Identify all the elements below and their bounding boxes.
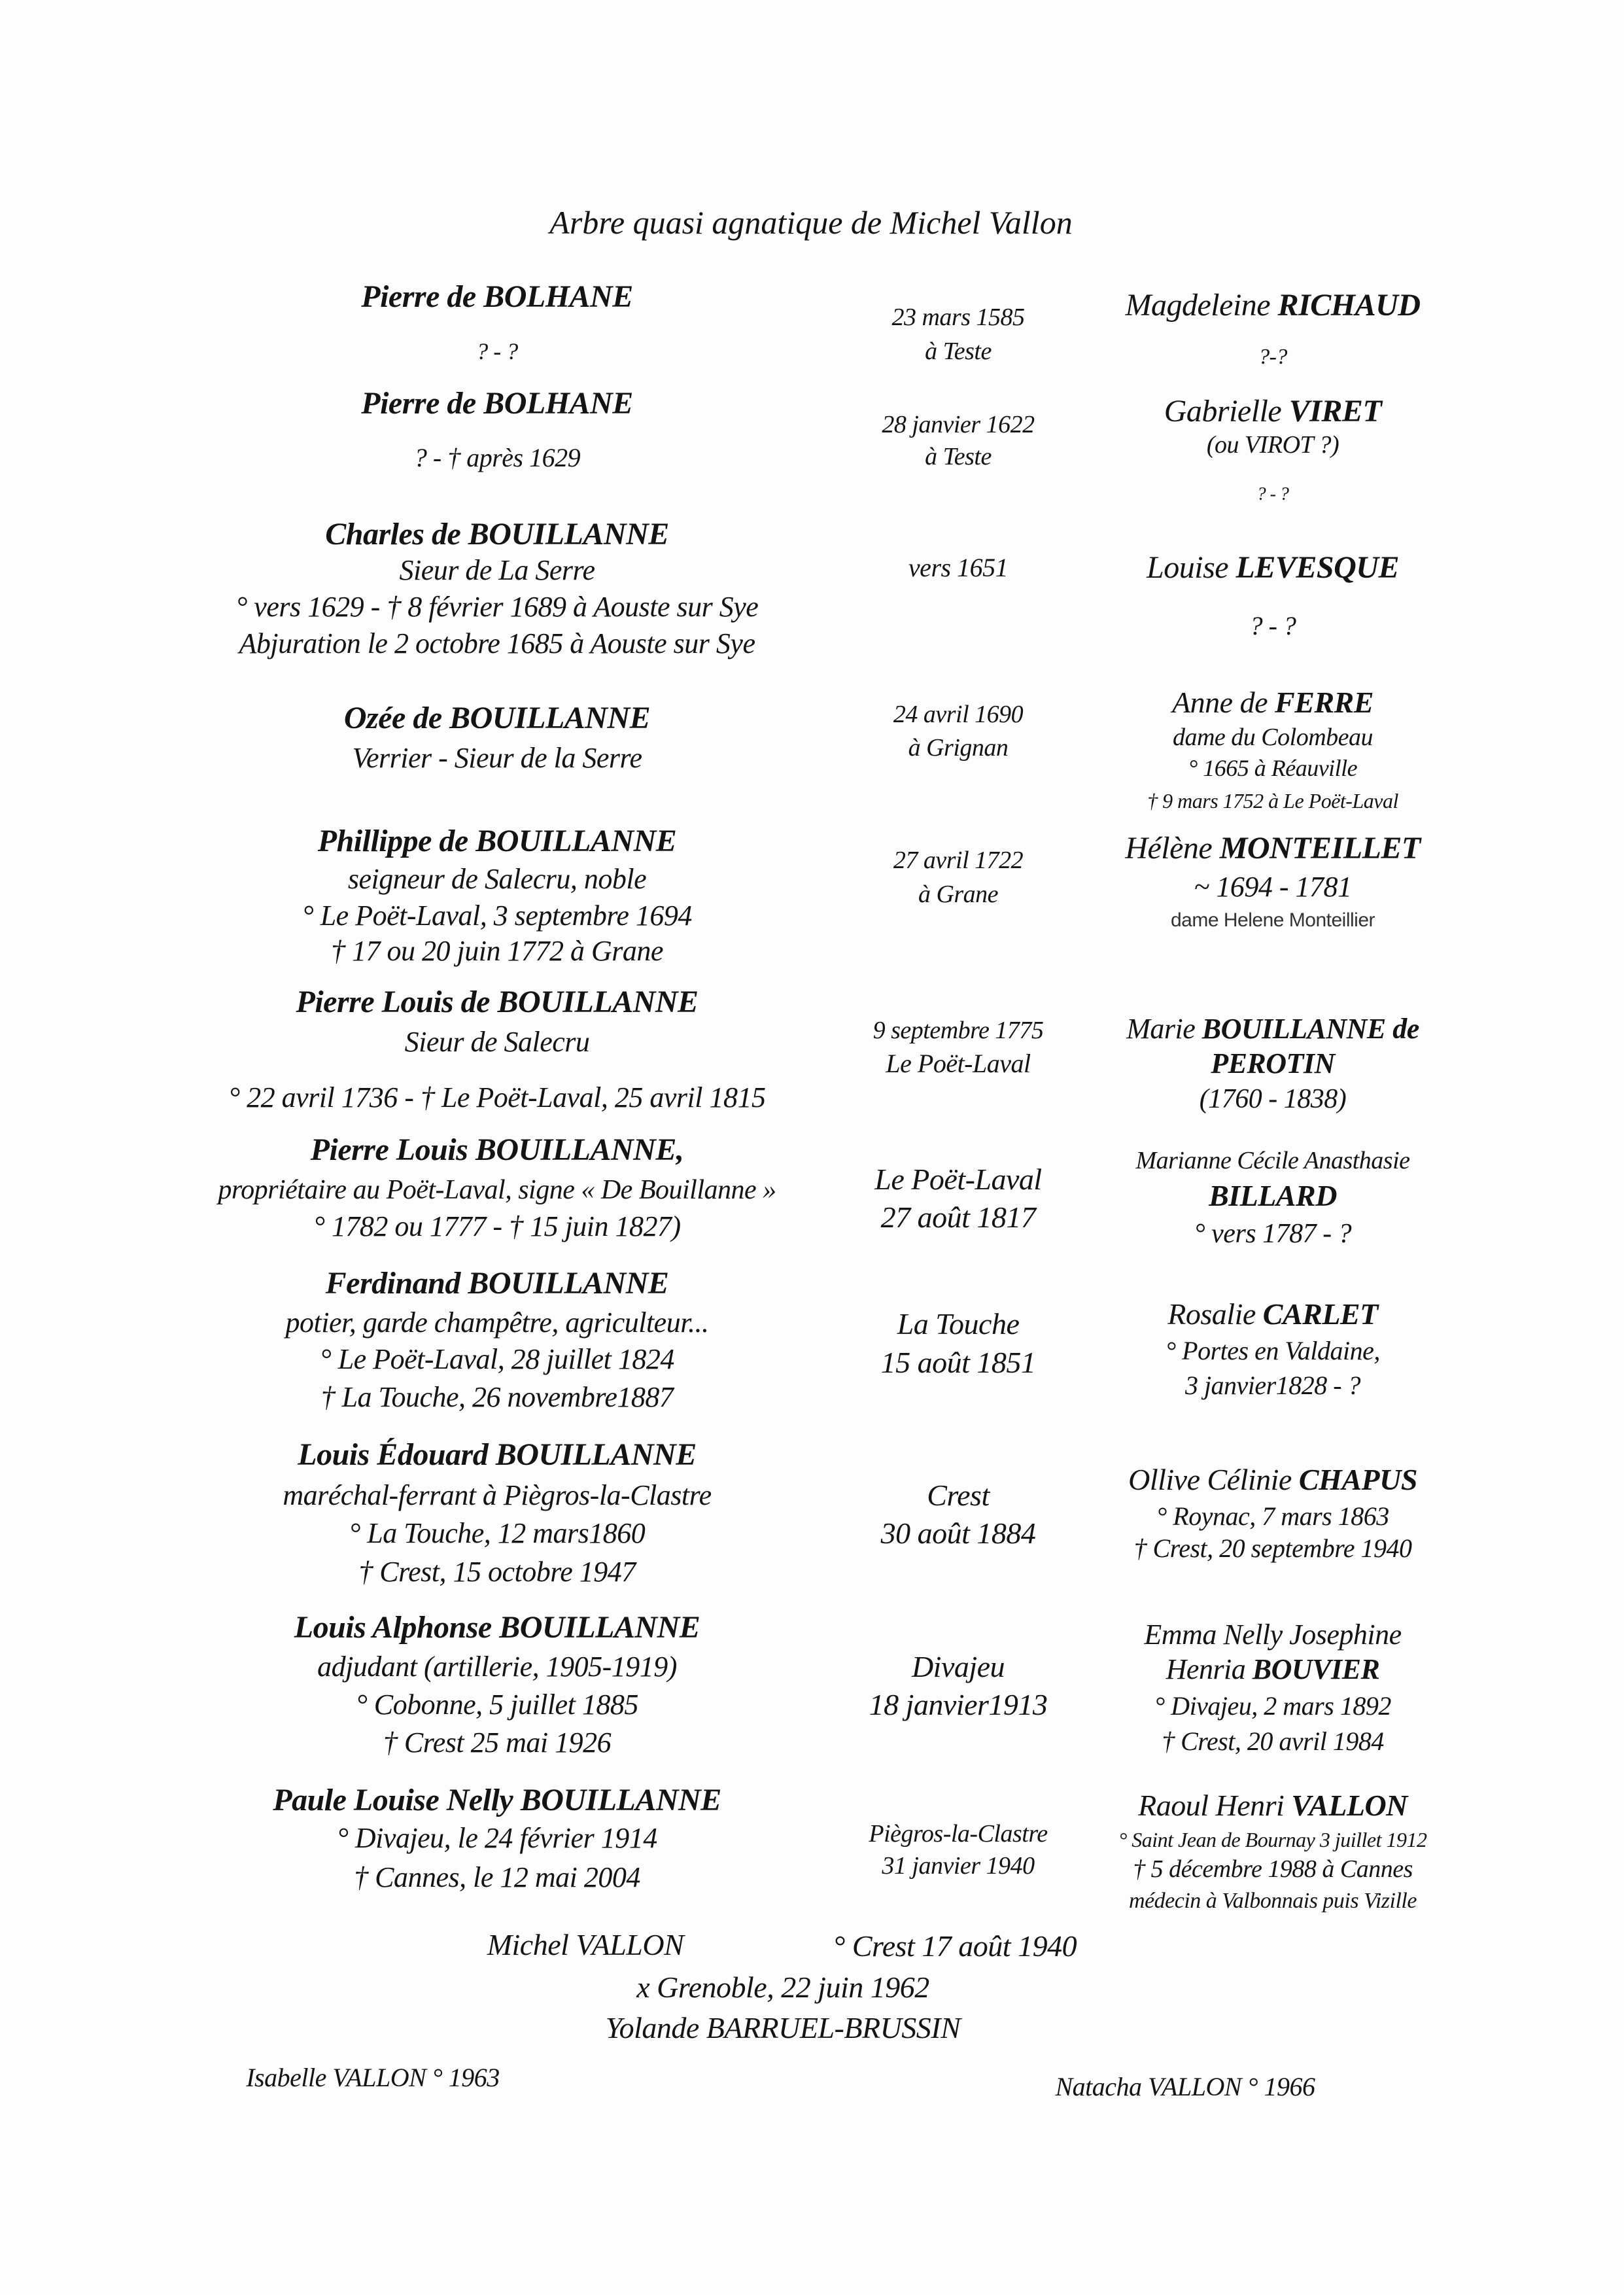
husband-detail: ? - ? [476,338,518,364]
husband-name: Louis Alphonse BOUILLANNE [294,1610,700,1645]
husband-detail: Sieur de La Serre [399,554,595,586]
husband-detail: propriétaire au Poët-Laval, signe « De Bouillanne » [218,1175,776,1205]
wife-name [1167,1299,1377,1329]
spouse-name: Yolande BARRUEL-BRUSSIN [605,2011,961,2044]
wife-detail: ° vers 1787 - ? [1194,1219,1352,1249]
marriage-detail: Piègros-la-Clastre [869,1820,1048,1848]
surname: CHAPUS [1298,1463,1417,1496]
marriage-detail: Crest [927,1479,990,1512]
wife-detail [1166,1655,1380,1684]
marriage-detail: 31 janvier 1940 [882,1852,1035,1880]
given-name: Hélène [1125,831,1220,866]
wife-detail: ? - ? [1249,611,1296,640]
marriage-detail: 30 août 1884 [880,1516,1036,1550]
marriage-detail: Le Poët-Laval [874,1163,1042,1196]
wife-detail: † Crest, 20 avril 1984 [1162,1726,1384,1756]
marriage-detail: 18 janvier1913 [869,1688,1048,1721]
wife-detail: ° Roynac, 7 mars 1863 [1156,1501,1389,1531]
husband-detail: adjudant (artillerie, 1905-1919) [317,1651,677,1683]
husband-detail: † Crest 25 mai 1926 [383,1726,612,1759]
marriage-detail: vers 1651 [908,553,1009,582]
husband-name: Ferdinand BOUILLANNE [325,1266,669,1301]
husband-detail: maréchal-ferrant à Piègros-la-Clastre [283,1479,712,1511]
husband-name: Pierre de BOLHANE [361,279,633,314]
husband-detail: † Crest, 15 octobre 1947 [358,1556,636,1588]
marriage-detail: à Grane [918,881,999,908]
marriage-detail: 27 août 1817 [880,1200,1036,1234]
surname: BOUILLANNE de [1201,1013,1419,1045]
wife-name [1147,552,1399,584]
husband-detail: ? - † après 1629 [413,443,581,472]
marriage-detail: 24 avril 1690 [893,701,1024,728]
husband-name: Phillippe de BOUILLANNE [317,824,677,858]
husband-detail: ° Divajeu, le 24 février 1914 [337,1822,657,1854]
surname: LEVESQUE [1235,550,1399,585]
wife-detail: † Crest, 20 septembre 1940 [1133,1533,1412,1563]
wife-detail: ? - ? [1256,484,1289,504]
document-title: Arbre quasi agnatique de Michel Vallon [549,204,1073,241]
marriage-detail: 27 avril 1722 [893,847,1024,874]
marriage-detail: à Grignan [908,734,1009,762]
marriage-detail: 28 janvier 1622 [882,411,1035,438]
wife-name: Emma Nelly Josephine [1144,1619,1402,1651]
surname: VALLON [1291,1789,1408,1822]
wife-detail: † 9 mars 1752 à Le Poët-Laval [1147,789,1398,813]
michel-marriage: x Grenoble, 22 juin 1962 [636,1971,929,2004]
wife-name [1125,833,1420,864]
wife-detail: dame du Colombeau [1172,724,1373,751]
husband-detail: seigneur de Salecru, noble [347,863,647,895]
given-name: Magdeleine [1125,288,1278,323]
wife-detail: (ou VIROT ?) [1206,431,1339,459]
surname: BILLARD [1209,1179,1337,1212]
wife-detail: ~ 1694 - 1781 [1194,871,1352,903]
given-name: Rosalie [1167,1297,1263,1331]
marriage-detail: à Teste [925,443,992,470]
given-name: Gabrielle [1164,394,1289,429]
wife-name [1164,396,1382,427]
marriage-detail: Le Poët-Laval [886,1049,1031,1078]
surname: PEROTIN [1211,1047,1335,1079]
surname: RICHAUD [1277,288,1421,323]
husband-detail: † 17 ou 20 juin 1772 à Grane [331,935,663,967]
surname: BOUVIER [1252,1653,1380,1685]
wife-name [1172,688,1373,718]
husband-detail: ° vers 1629 - † 8 février 1689 à Aouste sur Sye [235,591,759,623]
wife-detail: médecin à Valbonnais puis Vizille [1129,1889,1417,1913]
marriage-detail: 23 mars 1585 [891,304,1025,331]
husband-name: Ozée de BOUILLANNE [343,701,651,735]
husband-name: Paule Louise Nelly BOUILLANNE [273,1783,721,1817]
child-natacha: Natacha VALLON ° 1966 [1055,2072,1315,2101]
given-name: Anne de [1172,686,1275,719]
husband-detail: ° 1782 ou 1777 - † 15 juin 1827) [313,1210,681,1242]
marriage-detail: La Touche [897,1307,1020,1340]
husband-detail: ° La Touche, 12 mars1860 [349,1517,646,1549]
surname: VIRET [1288,394,1382,429]
wife-detail [1211,1049,1335,1078]
given-name: Louise [1147,550,1236,585]
wife-name [1138,1791,1408,1821]
wife-detail: ° 1665 à Réauville [1188,755,1358,781]
wife-detail [1209,1181,1337,1211]
wife-name [1126,1015,1419,1043]
wife-name [1128,1465,1417,1495]
wife-name [1126,290,1421,321]
husband-detail: ° Le Poët-Laval, 3 septembre 1694 [302,900,692,932]
wife-detail: 3 janvier1828 - ? [1184,1371,1361,1400]
marriage-detail: Divajeu [911,1650,1005,1683]
given-name: Ollive Célinie [1128,1463,1299,1496]
husband-name: Pierre de BOLHANE [361,386,633,421]
child-isabelle: Isabelle VALLON ° 1963 [246,2063,500,2092]
husband-detail: ° Le Poët-Laval, 28 juillet 1824 [320,1343,674,1375]
husband-detail: Abjuration le 2 octobre 1685 à Aouste sur Sye [239,627,755,659]
wife-name: Marianne Cécile Anasthasie [1135,1147,1410,1174]
husband-name: Pierre Louis BOUILLANNE, [310,1132,684,1167]
marriage-detail: 9 septembre 1775 [872,1017,1044,1044]
husband-detail: Verrier - Sieur de la Serre [352,742,642,774]
michel-name: Michel VALLON [487,1928,684,1961]
surname: MONTEILLET [1219,831,1421,866]
husband-detail: ° 22 avril 1736 - † Le Poët-Laval, 25 avril 1815 [228,1081,766,1113]
wife-detail: (1760 - 1838) [1199,1084,1347,1114]
given-name: Marie [1126,1013,1202,1045]
given-name: Henria [1166,1653,1253,1685]
husband-detail: † Cannes, le 12 mai 2004 [354,1861,640,1893]
given-name: Raoul Henri [1138,1789,1292,1822]
wife-detail: ?-? [1258,345,1287,369]
husband-detail: Sieur de Salecru [404,1026,590,1058]
husband-name: Louis Édouard BOUILLANNE [298,1437,697,1472]
wife-detail: ° Saint Jean de Bournay 3 juillet 1912 [1118,1828,1427,1851]
michel-birth: ° Crest 17 août 1940 [833,1929,1077,1963]
wife-detail: † 5 décembre 1988 à Cannes [1133,1855,1413,1883]
husband-name: Pierre Louis de BOUILLANNE [296,985,699,1019]
husband-detail: ° Cobonne, 5 juillet 1885 [356,1689,638,1721]
surname: CARLET [1262,1297,1378,1331]
marriage-detail: 15 août 1851 [880,1346,1036,1379]
husband-detail: potier, garde champêtre, agriculteur... [285,1306,709,1339]
wife-detail: ° Divajeu, 2 mars 1892 [1154,1691,1391,1721]
husband-detail: † La Touche, 26 novembre1887 [320,1381,674,1413]
husband-name: Charles de BOUILLANNE [325,517,669,552]
marriage-detail: à Teste [925,338,992,365]
wife-detail: ° Portes en Valdaine, [1166,1336,1380,1365]
surname: FERRE [1275,686,1373,719]
wife-detail: dame Helene Monteillier [1171,909,1375,931]
